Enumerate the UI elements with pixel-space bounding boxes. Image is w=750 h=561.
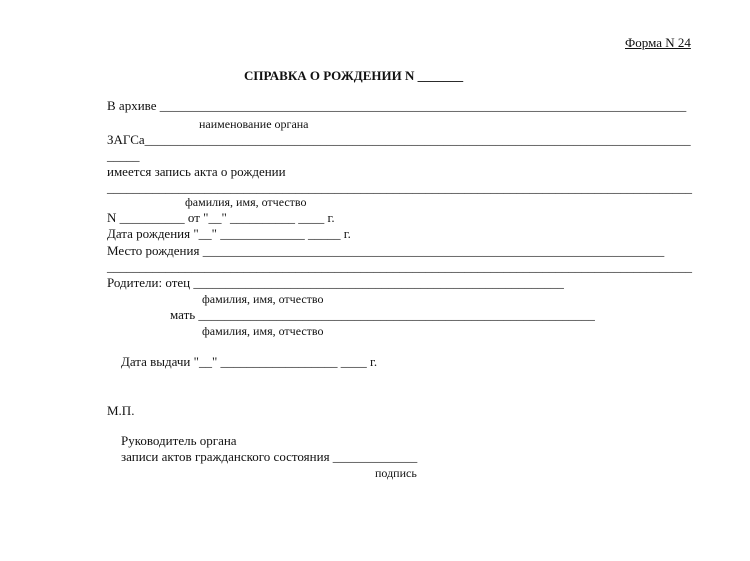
mother-caption: фамилия, имя, отчество (202, 324, 324, 338)
archive-line: В архиве _________________________________________________________________________________ (107, 98, 687, 113)
father-caption: фамилия, имя, отчество (202, 292, 324, 306)
number-date-line: N __________ от "__" __________ ____ г. (107, 210, 335, 225)
parents-father-line: Родители: отец _________________________________________________________ (107, 275, 564, 290)
document-title: СПРАВКА О РОЖДЕНИИ N _______ (244, 68, 464, 83)
birth-place-line: Место рождения _______________________________________________________________________ (107, 243, 665, 258)
archive-caption: наименование органа (199, 117, 309, 131)
fio-caption: фамилия, имя, отчество (185, 195, 307, 209)
mother-line: мать _____________________________________________________________ (170, 307, 595, 322)
birth-date-line: Дата рождения "__" _____________ _____ г. (107, 226, 351, 241)
signature-caption: подпись (375, 466, 417, 480)
civil-registry-signature-line: записи актов гражданского состояния _____________ (121, 449, 418, 464)
form-number: Форма N 24 (625, 35, 691, 50)
fio-blank-line: __________________________________________________________________________________________ (107, 180, 692, 195)
zags-line: ЗАГСа____________________________________________________________________________________ (107, 132, 691, 147)
head-of-office-label: Руководитель органа (121, 433, 237, 448)
record-exists-label: имеется запись акта о рождении (107, 164, 286, 179)
issue-date-line: Дата выдачи "__" __________________ ____ г. (121, 354, 378, 369)
birth-place-continuation: __________________________________________________________________________________________ (107, 259, 692, 274)
stamp-label: М.П. (107, 403, 135, 418)
zags-continuation: _____ (107, 148, 140, 163)
